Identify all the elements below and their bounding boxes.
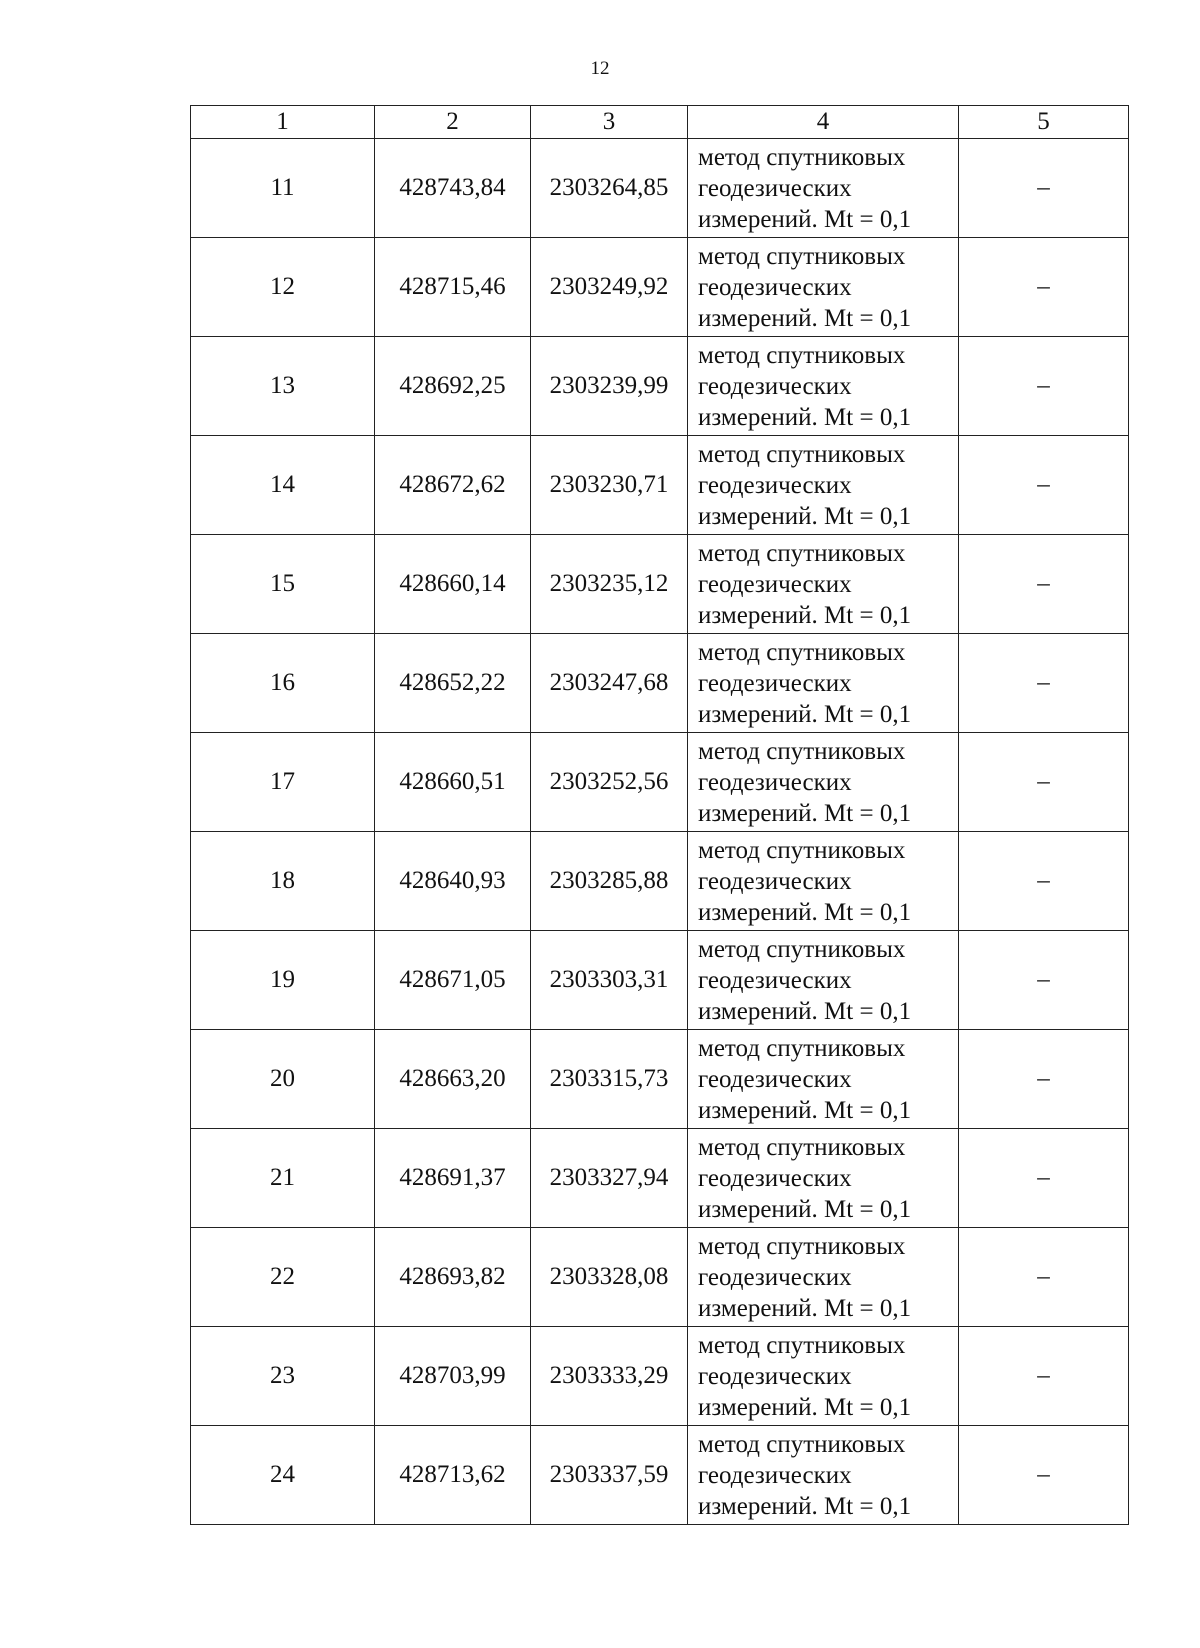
method-line: геодезических: [698, 1362, 852, 1390]
method-line: метод спутниковых: [698, 836, 906, 864]
method-line: геодезических: [698, 372, 852, 400]
point-number-cell: 23: [191, 1327, 375, 1426]
table-body: [191, 139, 1129, 1525]
method-line: измерений. Mt = 0,1: [698, 1195, 912, 1223]
note-cell: –: [959, 1327, 1129, 1426]
table-row: [191, 1327, 1129, 1426]
x-coordinate-cell: 428663,20: [375, 1030, 531, 1129]
method-line: геодезических: [698, 570, 852, 598]
point-number-cell: 24: [191, 1426, 375, 1525]
column-header: 5: [959, 106, 1129, 139]
table-row: [191, 238, 1129, 337]
x-coordinate-cell: 428660,51: [375, 733, 531, 832]
page-number: 12: [590, 58, 610, 79]
point-number-cell: 12: [191, 238, 375, 337]
method-line: измерений. Mt = 0,1: [698, 601, 912, 629]
note-cell: –: [959, 1030, 1129, 1129]
table-row: [191, 634, 1129, 733]
y-coordinate-cell: 2303327,94: [531, 1129, 688, 1228]
x-coordinate-cell: 428743,84: [375, 139, 531, 238]
table-row: [191, 535, 1129, 634]
method-line: измерений. Mt = 0,1: [698, 1393, 912, 1421]
method-cell: [688, 634, 959, 733]
method-line: измерений. Mt = 0,1: [698, 304, 912, 332]
y-coordinate-cell: 2303328,08: [531, 1228, 688, 1327]
point-number-cell: 14: [191, 436, 375, 535]
point-number-cell: 19: [191, 931, 375, 1030]
method-line: метод спутниковых: [698, 935, 906, 963]
x-coordinate-cell: 428703,99: [375, 1327, 531, 1426]
method-cell: [688, 436, 959, 535]
method-line: метод спутниковых: [698, 737, 906, 765]
point-number-cell: 17: [191, 733, 375, 832]
method-cell: [688, 1030, 959, 1129]
y-coordinate-cell: 2303337,59: [531, 1426, 688, 1525]
method-line: измерений. Mt = 0,1: [698, 799, 912, 827]
method-line: метод спутниковых: [698, 440, 906, 468]
point-number-cell: 16: [191, 634, 375, 733]
method-line: геодезических: [698, 669, 852, 697]
method-line: геодезических: [698, 1263, 852, 1291]
y-coordinate-cell: 2303249,92: [531, 238, 688, 337]
point-number-cell: 11: [191, 139, 375, 238]
note-cell: –: [959, 733, 1129, 832]
method-line: геодезических: [698, 1065, 852, 1093]
coordinates-table: [190, 105, 1129, 1525]
column-header: 2: [375, 106, 531, 139]
method-line: геодезических: [698, 768, 852, 796]
method-line: метод спутниковых: [698, 143, 906, 171]
note-cell: –: [959, 436, 1129, 535]
y-coordinate-cell: 2303333,29: [531, 1327, 688, 1426]
method-line: измерений. Mt = 0,1: [698, 1096, 912, 1124]
note-cell: –: [959, 535, 1129, 634]
method-cell: [688, 139, 959, 238]
table-row: [191, 832, 1129, 931]
note-cell: –: [959, 1426, 1129, 1525]
table-row: [191, 337, 1129, 436]
method-line: измерений. Mt = 0,1: [698, 403, 912, 431]
method-line: метод спутниковых: [698, 1034, 906, 1062]
method-line: геодезических: [698, 174, 852, 202]
table-row: [191, 436, 1129, 535]
method-line: геодезических: [698, 471, 852, 499]
method-line: метод спутниковых: [698, 638, 906, 666]
y-coordinate-cell: 2303315,73: [531, 1030, 688, 1129]
note-cell: –: [959, 931, 1129, 1030]
y-coordinate-cell: 2303247,68: [531, 634, 688, 733]
y-coordinate-cell: 2303285,88: [531, 832, 688, 931]
method-line: метод спутниковых: [698, 242, 906, 270]
method-line: геодезических: [698, 966, 852, 994]
method-cell: [688, 1327, 959, 1426]
method-line: измерений. Mt = 0,1: [698, 997, 912, 1025]
table-row: [191, 1129, 1129, 1228]
method-cell: [688, 535, 959, 634]
y-coordinate-cell: 2303230,71: [531, 436, 688, 535]
method-line: измерений. Mt = 0,1: [698, 700, 912, 728]
note-cell: –: [959, 238, 1129, 337]
method-line: геодезических: [698, 867, 852, 895]
method-cell: [688, 931, 959, 1030]
point-number-cell: 21: [191, 1129, 375, 1228]
note-cell: –: [959, 634, 1129, 733]
method-line: измерений. Mt = 0,1: [698, 1294, 912, 1322]
x-coordinate-cell: 428693,82: [375, 1228, 531, 1327]
point-number-cell: 13: [191, 337, 375, 436]
method-cell: [688, 733, 959, 832]
table-header-row: [191, 106, 1129, 139]
note-cell: –: [959, 1129, 1129, 1228]
table-row: [191, 733, 1129, 832]
x-coordinate-cell: 428671,05: [375, 931, 531, 1030]
method-line: геодезических: [698, 1461, 852, 1489]
column-header: 4: [688, 106, 959, 139]
table-row: [191, 1030, 1129, 1129]
column-header: 3: [531, 106, 688, 139]
method-line: метод спутниковых: [698, 1133, 906, 1161]
method-cell: [688, 337, 959, 436]
method-line: метод спутниковых: [698, 341, 906, 369]
note-cell: –: [959, 1228, 1129, 1327]
x-coordinate-cell: 428652,22: [375, 634, 531, 733]
x-coordinate-cell: 428640,93: [375, 832, 531, 931]
point-number-cell: 15: [191, 535, 375, 634]
method-line: геодезических: [698, 1164, 852, 1192]
x-coordinate-cell: 428672,62: [375, 436, 531, 535]
method-cell: [688, 1228, 959, 1327]
point-number-cell: 20: [191, 1030, 375, 1129]
note-cell: –: [959, 139, 1129, 238]
x-coordinate-cell: 428715,46: [375, 238, 531, 337]
x-coordinate-cell: 428692,25: [375, 337, 531, 436]
table-row: [191, 1426, 1129, 1525]
method-line: геодезических: [698, 273, 852, 301]
method-cell: [688, 832, 959, 931]
column-header: 1: [191, 106, 375, 139]
note-cell: –: [959, 337, 1129, 436]
x-coordinate-cell: 428713,62: [375, 1426, 531, 1525]
method-line: метод спутниковых: [698, 1232, 906, 1260]
y-coordinate-cell: 2303239,99: [531, 337, 688, 436]
y-coordinate-cell: 2303264,85: [531, 139, 688, 238]
table-row: [191, 931, 1129, 1030]
y-coordinate-cell: 2303252,56: [531, 733, 688, 832]
x-coordinate-cell: 428691,37: [375, 1129, 531, 1228]
point-number-cell: 22: [191, 1228, 375, 1327]
point-number-cell: 18: [191, 832, 375, 931]
y-coordinate-cell: 2303303,31: [531, 931, 688, 1030]
method-line: метод спутниковых: [698, 1331, 906, 1359]
note-cell: –: [959, 832, 1129, 931]
method-cell: [688, 238, 959, 337]
y-coordinate-cell: 2303235,12: [531, 535, 688, 634]
method-line: измерений. Mt = 0,1: [698, 1492, 912, 1520]
method-line: измерений. Mt = 0,1: [698, 205, 912, 233]
method-line: метод спутниковых: [698, 1430, 906, 1458]
method-line: метод спутниковых: [698, 539, 906, 567]
method-line: измерений. Mt = 0,1: [698, 898, 912, 926]
method-cell: [688, 1426, 959, 1525]
method-cell: [688, 1129, 959, 1228]
table-row: [191, 139, 1129, 238]
method-line: измерений. Mt = 0,1: [698, 502, 912, 530]
x-coordinate-cell: 428660,14: [375, 535, 531, 634]
table-row: [191, 1228, 1129, 1327]
